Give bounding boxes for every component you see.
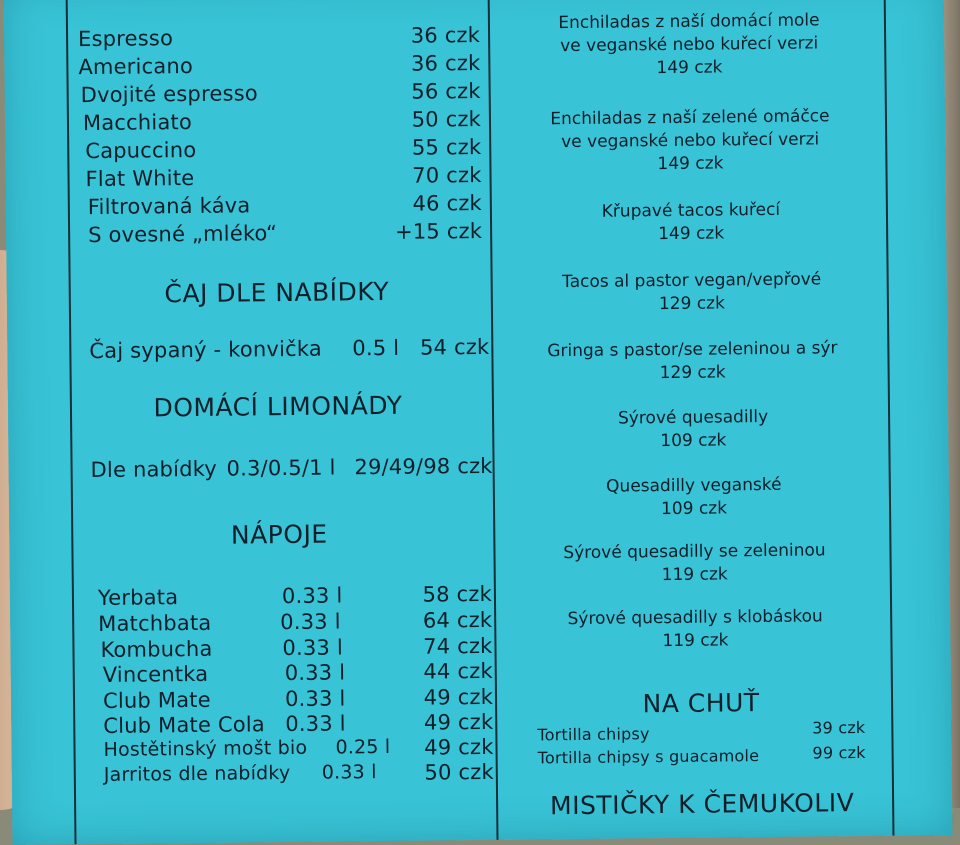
food-item-line: Enchiladas z naší domácí mole — [558, 10, 820, 34]
left-border-line — [66, 0, 77, 844]
drink-item-name: Jarritos dle nabídky — [103, 761, 291, 786]
drink-item-volume: 0.33 l — [282, 635, 344, 661]
food-item — [505, 105, 876, 178]
food-item-price: 129 czk — [659, 362, 726, 384]
food-item-line: Sýrové quesadilly — [617, 406, 769, 429]
drink-item-volume: 0.33 l — [281, 583, 343, 609]
coffee-item-price: 70 czk — [412, 162, 482, 188]
menu-card — [4, 0, 953, 845]
food-item — [506, 198, 876, 248]
food-item-line: ve veganské nebo kuřecí verzi — [560, 33, 819, 57]
snack-item-price: 39 czk — [812, 717, 866, 738]
drink-item-name: Yerbata — [97, 585, 179, 610]
food-item-line: Tacos al pastor vegan/vepřové — [561, 269, 822, 293]
coffee-item-price: 55 czk — [411, 134, 482, 160]
lemonade-heading: DOMÁCÍ LIMONÁDY — [153, 390, 403, 423]
food-item-price: 149 czk — [656, 57, 723, 79]
snacks-heading: NA CHUŤ — [642, 688, 760, 719]
drink-item-volume: 0.33 l — [321, 761, 377, 784]
food-item-price: 119 czk — [661, 564, 728, 586]
food-item-line: ve veganské nebo kuřecí verzi — [561, 129, 820, 153]
coffee-item-name: Capuccino — [85, 137, 197, 164]
food-item-price: 149 czk — [658, 223, 725, 245]
coffee-item-price: 36 czk — [410, 50, 481, 76]
food-item-line: Quesadilly veganské — [606, 474, 782, 497]
lemonade-item-name: Dle nabídky — [90, 456, 218, 483]
food-item — [508, 405, 878, 455]
drink-item-name: Club Mate — [102, 687, 211, 713]
drink-item-price: 49 czk — [423, 709, 494, 735]
drinks-heading: NÁPOJE — [230, 519, 328, 550]
food-item — [510, 605, 880, 655]
drink-item-name: Matchbata — [98, 610, 212, 636]
coffee-item-name: Flat White — [85, 165, 195, 192]
coffee-item-name: S ovesné „mléko“ — [88, 221, 278, 248]
food-item-price: 149 czk — [657, 153, 724, 175]
food-item — [507, 337, 877, 387]
coffee-item-price: 36 czk — [410, 22, 481, 48]
drink-item-price: 58 czk — [422, 581, 493, 607]
tea-item-volume: 0.5 l — [352, 335, 400, 361]
food-item-price: 109 czk — [660, 498, 728, 520]
drink-item-price: 49 czk — [423, 684, 494, 710]
coffee-item-price: 50 czk — [411, 106, 482, 132]
drink-item-name: Kombucha — [100, 636, 213, 662]
tea-item-price: 54 czk — [419, 334, 490, 360]
drink-item-price: 44 czk — [423, 658, 493, 684]
drink-item-price: 49 czk — [424, 734, 494, 760]
coffee-item-name: Dvojité espresso — [80, 81, 258, 108]
drink-item-volume: 0.33 l — [280, 609, 341, 635]
food-item — [507, 268, 877, 318]
food-item — [504, 9, 875, 82]
food-item-line: Sýrové quesadilly se zeleninou — [563, 540, 826, 564]
drink-item-name: Vincentka — [102, 661, 209, 687]
drink-item-volume: 0.25 l — [335, 735, 391, 759]
lemonade-item-volume: 0.3/0.5/1 l — [226, 455, 336, 481]
drink-item-price: 74 czk — [423, 633, 493, 659]
coffee-item-price: 46 czk — [412, 190, 482, 216]
snack-item-name: Tortilla chipsy s guacamole — [537, 746, 760, 768]
coffee-item-price: +15 czk — [394, 218, 483, 244]
drink-item-name: Hostětinský mošt bio — [103, 736, 308, 761]
coffee-item-price: 56 czk — [411, 78, 481, 104]
tea-heading: ČAJ DLE NABÍDKY — [164, 276, 390, 309]
drink-item-price: 64 czk — [422, 607, 493, 633]
food-item-price: 109 czk — [660, 430, 727, 452]
coffee-item-name: Americano — [78, 53, 194, 80]
food-item-line: Sýrové quesadilly s klobáskou — [567, 606, 823, 630]
coffee-item-name: Filtrovaná káva — [87, 193, 251, 220]
drink-item-volume: 0.33 l — [285, 711, 346, 737]
food-item-price: 129 czk — [658, 293, 725, 315]
snack-item-price: 99 czk — [812, 742, 866, 763]
coffee-item-name: Espresso — [77, 26, 174, 52]
right-border-line — [883, 0, 894, 836]
drink-item-volume: 0.33 l — [284, 686, 346, 712]
tea-item-name: Čaj sypaný - konvička — [89, 336, 322, 364]
food-item-line: Gringa s pastor/se zeleninou a sýr — [547, 338, 838, 362]
food-item — [509, 539, 879, 589]
drink-item-name: Club Mate Cola — [103, 712, 266, 738]
drink-item-volume: 0.33 l — [284, 660, 346, 686]
lemonade-item-price: 29/49/98 czk — [354, 453, 493, 480]
food-item-line: Křupavé tacos kuřecí — [601, 199, 781, 222]
drink-item-price: 50 czk — [424, 759, 494, 785]
food-item-line: Enchiladas z naší zelené omáčce — [550, 106, 830, 130]
food-item-price: 119 czk — [662, 630, 729, 652]
snack-item-name: Tortilla chipsy — [537, 724, 650, 745]
cut-off-heading: MISTIČKY K ČEMUKOLIV — [549, 788, 855, 821]
food-item — [509, 473, 879, 523]
coffee-item-name: Macchiato — [82, 109, 193, 136]
